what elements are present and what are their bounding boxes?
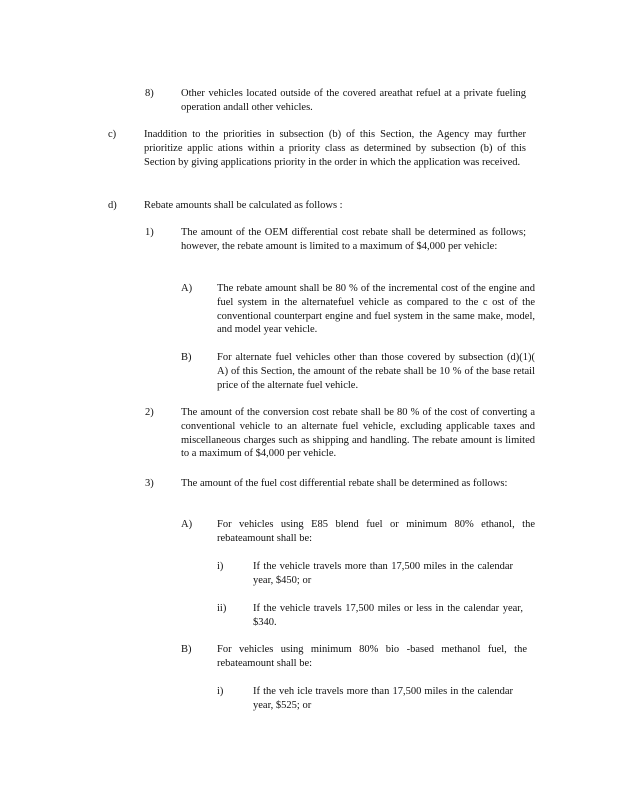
list-item-d3Aii: [217, 602, 535, 630]
list-label: 8): [145, 88, 154, 99]
list-item-d3Ai: [217, 560, 535, 588]
list-text: For vehicles using minimum 80% bio -based methanol fuel, the rebateamount shall be:: [217, 644, 527, 669]
list-item-d3Bi: [217, 685, 535, 713]
list-text: For alternate fuel vehicles other than those covered by subsection (d)(1)( A) of this Section, the amount of the rebate shall be 10 % of the base retail price of the alternate fuel vehicle.: [217, 352, 535, 391]
list-item-d1B: [181, 351, 535, 392]
list-label: d): [108, 200, 117, 211]
list-item-d: [108, 199, 535, 213]
list-item-d2: [145, 406, 535, 461]
list-text: Rebate amounts shall be calculated as follows :: [144, 200, 343, 211]
list-text: The amount of the conversion cost rebate shall be 80 % of the cost of converting a conventional vehicle to an alternate fuel vehicle, excluding applicable taxes and miscellaneous charges such as shipping and handling. The rebate amount is limited to a maximum of $4,000 per vehicle.: [181, 407, 535, 460]
list-item-d3A: [181, 518, 535, 546]
list-label: B): [181, 644, 192, 655]
list-item-d3: [145, 477, 535, 491]
list-label: i): [217, 686, 224, 697]
list-label: A): [181, 519, 193, 530]
list-text: The amount of the OEM differential cost rebate shall be determined as follows; however, the rebate amount is limited to a maximum of $4,000 per vehicle:: [181, 227, 526, 252]
list-text: If the vehicle travels 17,500 miles or less in the calendar year, $340.: [253, 603, 523, 628]
list-label: c): [108, 129, 117, 140]
list-item-c: [108, 128, 535, 169]
list-text: Other vehicles located outside of the covered areathat refuel at a private fueling operation andall other vehicles.: [181, 88, 526, 113]
list-text: If the vehicle travels more than 17,500 miles in the calendar year, $450; or: [253, 561, 513, 586]
list-text: The rebate amount shall be 80 % of the incremental cost of the engine and fuel system in the alternatefuel vehicle as compared to the c ost of the conventional counterpart engine and fuel system in the same make, model, and model year vehicle.: [217, 283, 535, 336]
list-label: 3): [145, 478, 154, 489]
list-label: 2): [145, 407, 154, 418]
list-text: If the veh icle travels more than 17,500 miles in the calendar year, $525; or: [253, 686, 513, 711]
list-label: A): [181, 283, 193, 294]
list-text: Inaddition to the priorities in subsection (b) of this Section, the Agency may further prioritize applic ations within a priority class as determined by subsection (b) of this Section by giving applications priority in the order in which the application was received.: [144, 129, 526, 168]
list-text: The amount of the fuel cost differential rebate shall be determined as follows:: [181, 478, 508, 489]
list-item-d1: [145, 226, 535, 254]
list-text: For vehicles using E85 blend fuel or minimum 80% ethanol, the rebateamount shall be:: [217, 519, 535, 544]
list-item-d1A: [181, 282, 535, 337]
list-label: ii): [217, 603, 227, 614]
list-label: i): [217, 561, 224, 572]
list-item-8: [145, 87, 535, 115]
list-item-d3B: [181, 643, 535, 671]
list-label: 1): [145, 227, 154, 238]
list-label: B): [181, 352, 192, 363]
